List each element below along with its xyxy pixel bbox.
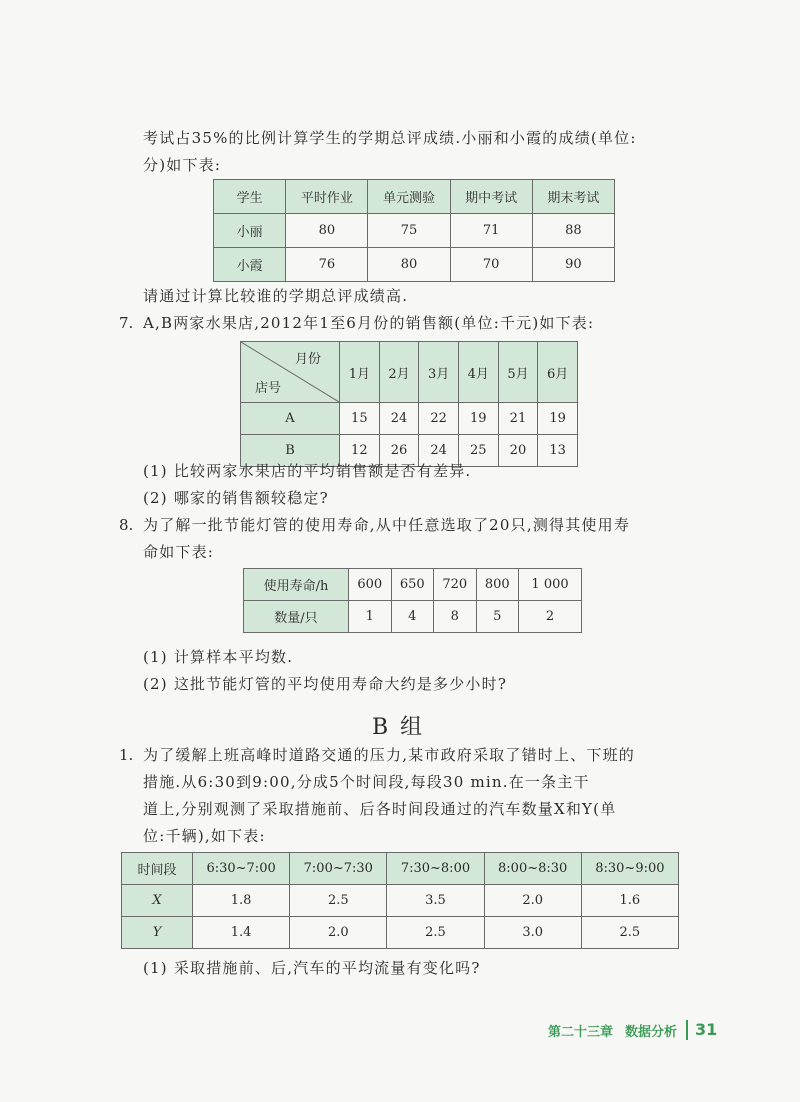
table-cell: 3.0 (484, 917, 581, 949)
score-header-cell: 期中考试 (450, 180, 532, 214)
table-cell: 1.4 (193, 917, 290, 949)
q7-sub-1: (1) 比较两家水果店的平均销售额是否有差异. (143, 462, 472, 480)
table-cell: 15 (340, 403, 380, 435)
month-header-cell: 4月 (458, 342, 498, 403)
month-header-cell: 2月 (379, 342, 419, 403)
table-cell: 22 (419, 403, 459, 435)
table-cell: 21 (498, 403, 538, 435)
table-row (214, 214, 615, 248)
table-cell: 88 (532, 214, 614, 248)
q7-text: A,B两家水果店,2012年1至6月份的销售额(单位:千元)如下表: (143, 314, 595, 332)
traffic-table-header-row (122, 853, 679, 885)
b1-line-2: 措施.从6:30到9:00,分成5个时间段,每段30 min.在一条主干 (143, 773, 590, 791)
month-header-cell: 3月 (419, 342, 459, 403)
table-cell: 24 (379, 403, 419, 435)
diagonal-header-cell (241, 342, 340, 403)
table-cell: 600 (349, 569, 392, 601)
table-cell: 71 (450, 214, 532, 248)
footer-chapter: 第二十三章 (548, 1025, 614, 1040)
table-cell: 650 (391, 569, 434, 601)
table-cell: 13 (538, 435, 578, 467)
table-cell: 800 (476, 569, 519, 601)
sales-table-header-row (241, 342, 578, 403)
month-header-cell: 6月 (538, 342, 578, 403)
b1-line-3: 道上,分别观测了采取措施前、后各时间段通过的汽车数量X和Y(单 (143, 800, 617, 818)
table-cell: 2.5 (290, 885, 387, 917)
table-cell: 2 (519, 601, 582, 633)
sales-table (240, 341, 578, 467)
score-header-cell: 学生 (214, 180, 286, 214)
table-row (122, 917, 679, 949)
table-cell: 19 (458, 403, 498, 435)
q8-line-1: 为了解一批节能灯管的使用寿命,从中任意选取了20只,测得其使用寿 (143, 516, 631, 534)
table-cell: 75 (368, 214, 450, 248)
table-cell: 19 (538, 403, 578, 435)
month-header-cell: 5月 (498, 342, 538, 403)
score-header-cell: 平时作业 (286, 180, 368, 214)
table-cell: 2.5 (387, 917, 484, 949)
table-cell: 2.0 (484, 885, 581, 917)
row-label-cell: X (122, 885, 193, 917)
score-table (213, 179, 615, 282)
footer-title: 数据分析 (625, 1025, 678, 1040)
traffic-header-cell: 8:00~8:30 (484, 853, 581, 885)
row-label-cell: A (241, 403, 340, 435)
table-cell: 24 (419, 435, 459, 467)
table-cell: 1 (349, 601, 392, 633)
month-header-cell: 1月 (340, 342, 380, 403)
group-b-title: B组 (372, 715, 435, 740)
q8-sub-1: (1) 计算样本平均数. (143, 648, 294, 666)
traffic-header-cell: 8:30~9:00 (581, 853, 678, 885)
table-cell: 12 (340, 435, 380, 467)
table-cell: 1.6 (581, 885, 678, 917)
traffic-table (121, 852, 679, 949)
b1-number: 1. (119, 746, 134, 764)
q8-sub-2: (2) 这批节能灯管的平均使用寿命大约是多少小时? (143, 675, 508, 693)
traffic-header-cell: 时间段 (122, 853, 193, 885)
diag-top-label: 月份 (294, 352, 321, 367)
table-row (214, 248, 615, 282)
table-cell: 26 (379, 435, 419, 467)
table-cell: 25 (458, 435, 498, 467)
traffic-header-cell: 7:30~8:00 (387, 853, 484, 885)
diag-bottom-label: 店号 (255, 381, 282, 396)
table-cell: 1.8 (193, 885, 290, 917)
traffic-header-cell: 7:00~7:30 (290, 853, 387, 885)
table-cell: 70 (450, 248, 532, 282)
score-header-cell: 期末考试 (532, 180, 614, 214)
traffic-header-cell: 6:30~7:00 (193, 853, 290, 885)
row-label-cell: 使用寿命/h (244, 569, 349, 601)
table-cell: 2.5 (581, 917, 678, 949)
row-label-cell: Y (122, 917, 193, 949)
table-cell: 20 (498, 435, 538, 467)
page-number: 31 (695, 1020, 718, 1039)
score-table-header-row (214, 180, 615, 214)
row-label-cell: B (241, 435, 340, 467)
table-row (244, 569, 582, 601)
table-cell: 3.5 (387, 885, 484, 917)
b1-line-4: 位:千辆),如下表: (143, 827, 266, 845)
row-label-cell: 小丽 (214, 214, 286, 248)
table-cell: 76 (286, 248, 368, 282)
table-row (122, 885, 679, 917)
lifespan-table (243, 568, 582, 633)
q8-number: 8. (119, 516, 134, 534)
intro-line-2: 分)如下表: (143, 156, 222, 174)
row-label-cell: 数量/只 (244, 601, 349, 633)
table-cell: 4 (391, 601, 434, 633)
row-label-cell: 小霞 (214, 248, 286, 282)
table-row (244, 601, 582, 633)
table-row (241, 403, 578, 435)
table-cell: 1 000 (519, 569, 582, 601)
q7-number: 7. (119, 314, 134, 332)
footer-divider (686, 1020, 688, 1040)
table-cell: 5 (476, 601, 519, 633)
table-cell: 80 (368, 248, 450, 282)
b1-line-1: 为了缓解上班高峰时道路交通的压力,某市政府采取了错时上、下班的 (143, 746, 635, 764)
score-header-cell: 单元测验 (368, 180, 450, 214)
q8-line-2: 命如下表: (143, 543, 215, 561)
q7-sub-2: (2) 哪家的销售额较稳定? (143, 489, 329, 507)
q6-tail: 请通过计算比较谁的学期总评成绩高. (143, 287, 409, 305)
table-cell: 720 (434, 569, 477, 601)
intro-line-1: 考试占35%的比例计算学生的学期总评成绩.小丽和小霞的成绩(单位: (143, 129, 637, 147)
table-cell: 80 (286, 214, 368, 248)
table-cell: 2.0 (290, 917, 387, 949)
b1-sub-1: (1) 采取措施前、后,汽车的平均流量有变化吗? (143, 959, 481, 977)
table-cell: 90 (532, 248, 614, 282)
table-cell: 8 (434, 601, 477, 633)
